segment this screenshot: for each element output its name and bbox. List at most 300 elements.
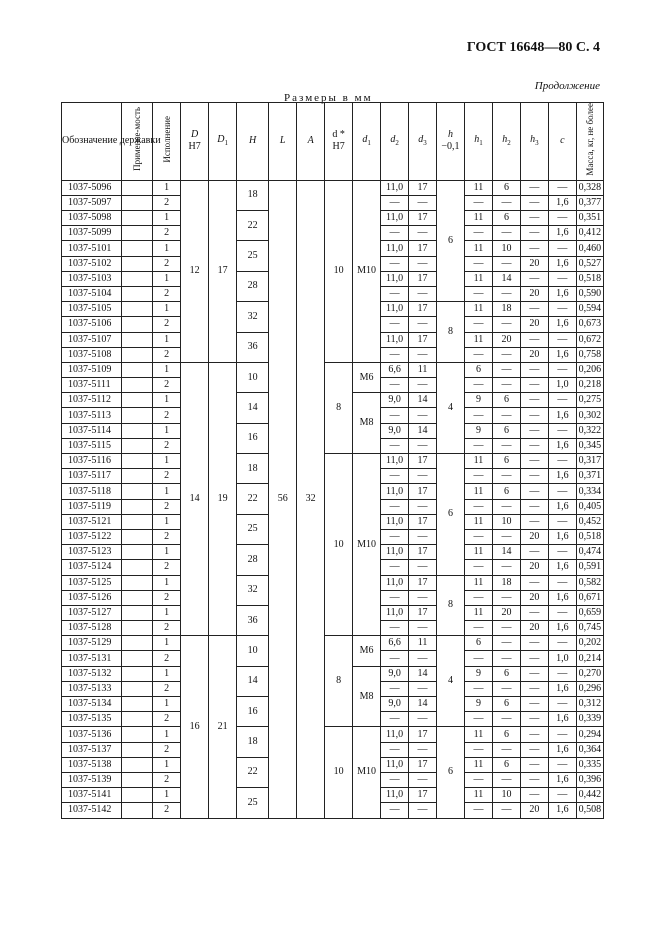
h3-value: 20 bbox=[520, 803, 548, 818]
holder-code: 1037-5132 bbox=[62, 666, 122, 681]
holder-code: 1037-5098 bbox=[62, 211, 122, 226]
d3-value: 17 bbox=[409, 454, 437, 469]
mass-value: 0,377 bbox=[576, 195, 603, 210]
version-cell: 1 bbox=[153, 666, 181, 681]
h2-value: 6 bbox=[492, 454, 520, 469]
H-value: 25 bbox=[237, 514, 269, 544]
d3-value: 17 bbox=[409, 332, 437, 347]
c-value: — bbox=[548, 605, 576, 620]
d3-value: — bbox=[409, 256, 437, 271]
d3-value: — bbox=[409, 378, 437, 393]
version-cell: 2 bbox=[153, 651, 181, 666]
d2-value: — bbox=[381, 195, 409, 210]
h2-value: 18 bbox=[492, 575, 520, 590]
h3-value: — bbox=[520, 499, 548, 514]
mass-value: 0,334 bbox=[576, 484, 603, 499]
c-value: 1,6 bbox=[548, 408, 576, 423]
h2-value: 18 bbox=[492, 302, 520, 317]
mass-value: 0,594 bbox=[576, 302, 603, 317]
H-value: 36 bbox=[237, 605, 269, 635]
mass-value: 0,351 bbox=[576, 211, 603, 226]
h2-value: — bbox=[492, 712, 520, 727]
h1-value: — bbox=[464, 590, 492, 605]
H-value: 18 bbox=[237, 727, 269, 757]
d2-value: — bbox=[381, 469, 409, 484]
h3-value: — bbox=[520, 681, 548, 696]
d3-value: — bbox=[409, 621, 437, 636]
applicability-cell bbox=[122, 757, 153, 772]
col-applicability: Применяе-мость bbox=[122, 103, 153, 181]
version-cell: 1 bbox=[153, 697, 181, 712]
h1-value: — bbox=[464, 317, 492, 332]
h3-value: 20 bbox=[520, 560, 548, 575]
h2-value: — bbox=[492, 772, 520, 787]
h2-value: — bbox=[492, 529, 520, 544]
mass-value: 0,671 bbox=[576, 590, 603, 605]
table-row bbox=[62, 362, 604, 377]
h1-value: 11 bbox=[464, 605, 492, 620]
version-cell: 2 bbox=[153, 712, 181, 727]
d3-value: 17 bbox=[409, 788, 437, 803]
c-value: — bbox=[548, 545, 576, 560]
holder-code: 1037-5103 bbox=[62, 271, 122, 286]
d1-value: M6 bbox=[353, 362, 381, 392]
h-value: 6 bbox=[437, 454, 465, 576]
d2-value: 9,0 bbox=[381, 423, 409, 438]
holder-code: 1037-5125 bbox=[62, 575, 122, 590]
h2-value: 20 bbox=[492, 332, 520, 347]
h1-value: — bbox=[464, 378, 492, 393]
mass-value: 0,673 bbox=[576, 317, 603, 332]
h1-value: — bbox=[464, 712, 492, 727]
H-value: 14 bbox=[237, 393, 269, 423]
h3-value: 20 bbox=[520, 317, 548, 332]
d2-value: 9,0 bbox=[381, 393, 409, 408]
holder-dimensions-table bbox=[61, 102, 604, 819]
d3-value: 17 bbox=[409, 545, 437, 560]
h-value: 4 bbox=[437, 636, 465, 727]
version-cell: 2 bbox=[153, 529, 181, 544]
H-value: 16 bbox=[237, 697, 269, 727]
mass-value: 0,218 bbox=[576, 378, 603, 393]
version-cell: 1 bbox=[153, 423, 181, 438]
version-cell: 2 bbox=[153, 347, 181, 362]
version-cell: 1 bbox=[153, 180, 181, 195]
table-row bbox=[62, 454, 604, 469]
holder-code: 1037-5108 bbox=[62, 347, 122, 362]
holder-code: 1037-5131 bbox=[62, 651, 122, 666]
h2-value: — bbox=[492, 742, 520, 757]
holder-code: 1037-5138 bbox=[62, 757, 122, 772]
applicability-cell bbox=[122, 712, 153, 727]
holder-code: 1037-5127 bbox=[62, 605, 122, 620]
col-c: c bbox=[548, 103, 576, 181]
d2-value: — bbox=[381, 499, 409, 514]
h1-value: — bbox=[464, 347, 492, 362]
h2-value: 6 bbox=[492, 423, 520, 438]
d3-value: — bbox=[409, 286, 437, 301]
h3-value: — bbox=[520, 651, 548, 666]
h1-value: — bbox=[464, 651, 492, 666]
col-h2: $h_2$ bbox=[492, 103, 520, 181]
d3-value: — bbox=[409, 681, 437, 696]
mass-value: 0,659 bbox=[576, 605, 603, 620]
mass-value: 0,317 bbox=[576, 454, 603, 469]
mass-value: 0,214 bbox=[576, 651, 603, 666]
holder-code: 1037-5104 bbox=[62, 286, 122, 301]
holder-code: 1037-5119 bbox=[62, 499, 122, 514]
applicability-cell bbox=[122, 727, 153, 742]
h1-value: 6 bbox=[464, 636, 492, 651]
H-value: 32 bbox=[237, 575, 269, 605]
mass-value: 0,590 bbox=[576, 286, 603, 301]
h2-value: — bbox=[492, 590, 520, 605]
version-cell: 1 bbox=[153, 514, 181, 529]
h2-value: — bbox=[492, 681, 520, 696]
c-value: — bbox=[548, 211, 576, 226]
D1-value: 19 bbox=[209, 362, 237, 635]
version-cell: 2 bbox=[153, 438, 181, 453]
h3-value: — bbox=[520, 195, 548, 210]
d1-value: M10 bbox=[353, 180, 381, 362]
d3-value: — bbox=[409, 560, 437, 575]
d3-value: 17 bbox=[409, 211, 437, 226]
applicability-cell bbox=[122, 788, 153, 803]
d2-value: — bbox=[381, 651, 409, 666]
col-D1: $D_1$ bbox=[209, 103, 237, 181]
d2-value: — bbox=[381, 529, 409, 544]
mass-value: 0,758 bbox=[576, 347, 603, 362]
h3-value: — bbox=[520, 788, 548, 803]
d2-value: — bbox=[381, 347, 409, 362]
h1-value: — bbox=[464, 560, 492, 575]
d3-value: — bbox=[409, 408, 437, 423]
H-value: 10 bbox=[237, 362, 269, 392]
d3-value: 17 bbox=[409, 727, 437, 742]
version-cell: 2 bbox=[153, 560, 181, 575]
h2-value: 14 bbox=[492, 545, 520, 560]
h3-value: — bbox=[520, 332, 548, 347]
d3-value: — bbox=[409, 590, 437, 605]
d-value: 10 bbox=[325, 180, 353, 362]
holder-code: 1037-5099 bbox=[62, 226, 122, 241]
header-row bbox=[62, 103, 604, 181]
h1-value: 11 bbox=[464, 180, 492, 195]
mass-value: 0,591 bbox=[576, 560, 603, 575]
d3-value: — bbox=[409, 712, 437, 727]
c-value: 1,6 bbox=[548, 226, 576, 241]
applicability-cell bbox=[122, 408, 153, 423]
version-cell: 2 bbox=[153, 256, 181, 271]
c-value: 1,6 bbox=[548, 590, 576, 605]
h1-value: — bbox=[464, 469, 492, 484]
mass-value: 0,371 bbox=[576, 469, 603, 484]
h2-value: 6 bbox=[492, 211, 520, 226]
h2-value: 10 bbox=[492, 514, 520, 529]
version-cell: 1 bbox=[153, 454, 181, 469]
h1-value: 11 bbox=[464, 302, 492, 317]
mass-value: 0,412 bbox=[576, 226, 603, 241]
d2-value: — bbox=[381, 438, 409, 453]
h1-value: 11 bbox=[464, 241, 492, 256]
c-value: 1,6 bbox=[548, 712, 576, 727]
h3-value: — bbox=[520, 271, 548, 286]
mass-value: 0,294 bbox=[576, 727, 603, 742]
D-value: 14 bbox=[181, 362, 209, 635]
c-value: 1,6 bbox=[548, 317, 576, 332]
h2-value: — bbox=[492, 195, 520, 210]
d3-value: — bbox=[409, 803, 437, 818]
col-d2: $d_2$ bbox=[381, 103, 409, 181]
d3-value: 17 bbox=[409, 180, 437, 195]
d1-value: M6 bbox=[353, 636, 381, 666]
d3-value: 14 bbox=[409, 423, 437, 438]
h-value: 4 bbox=[437, 362, 465, 453]
c-value: — bbox=[548, 180, 576, 195]
mass-value: 0,508 bbox=[576, 803, 603, 818]
h2-value: — bbox=[492, 803, 520, 818]
h3-value: 20 bbox=[520, 621, 548, 636]
c-value: 1,6 bbox=[548, 621, 576, 636]
h2-value: — bbox=[492, 651, 520, 666]
h1-value: — bbox=[464, 438, 492, 453]
c-value: — bbox=[548, 332, 576, 347]
H-value: 22 bbox=[237, 757, 269, 787]
h2-value: — bbox=[492, 438, 520, 453]
h2-value: — bbox=[492, 362, 520, 377]
d2-value: 11,0 bbox=[381, 180, 409, 195]
holder-code: 1037-5134 bbox=[62, 697, 122, 712]
h1-value: — bbox=[464, 681, 492, 696]
h3-value: — bbox=[520, 514, 548, 529]
c-value: — bbox=[548, 575, 576, 590]
applicability-cell bbox=[122, 393, 153, 408]
h3-value: — bbox=[520, 666, 548, 681]
applicability-cell bbox=[122, 514, 153, 529]
h2-value: 6 bbox=[492, 484, 520, 499]
col-d: d * H7 bbox=[325, 103, 353, 181]
h1-value: — bbox=[464, 195, 492, 210]
h1-value: 11 bbox=[464, 211, 492, 226]
c-value: — bbox=[548, 697, 576, 712]
dimensions-label: Размеры в мм bbox=[284, 92, 373, 104]
table-row bbox=[62, 727, 604, 742]
c-value: 1,6 bbox=[548, 347, 576, 362]
c-value: 1,0 bbox=[548, 651, 576, 666]
applicability-cell bbox=[122, 484, 153, 499]
d2-value: — bbox=[381, 590, 409, 605]
d2-value: 11,0 bbox=[381, 545, 409, 560]
version-cell: 2 bbox=[153, 621, 181, 636]
d3-value: — bbox=[409, 347, 437, 362]
version-cell: 2 bbox=[153, 286, 181, 301]
applicability-cell bbox=[122, 529, 153, 544]
h1-value: 11 bbox=[464, 575, 492, 590]
h-value: 6 bbox=[437, 727, 465, 818]
applicability-cell bbox=[122, 590, 153, 605]
d2-value: 11,0 bbox=[381, 484, 409, 499]
holder-code: 1037-5109 bbox=[62, 362, 122, 377]
applicability-cell bbox=[122, 545, 153, 560]
d2-value: 6,6 bbox=[381, 636, 409, 651]
col-h: h −0,1 bbox=[437, 103, 465, 181]
h3-value: — bbox=[520, 180, 548, 195]
version-cell: 1 bbox=[153, 727, 181, 742]
c-value: 1,6 bbox=[548, 438, 576, 453]
mass-value: 0,582 bbox=[576, 575, 603, 590]
h1-value: 11 bbox=[464, 454, 492, 469]
applicability-cell bbox=[122, 575, 153, 590]
h2-value: 6 bbox=[492, 666, 520, 681]
applicability-cell bbox=[122, 302, 153, 317]
version-cell: 1 bbox=[153, 788, 181, 803]
c-value: — bbox=[548, 302, 576, 317]
holder-code: 1037-5106 bbox=[62, 317, 122, 332]
applicability-cell bbox=[122, 438, 153, 453]
c-value: — bbox=[548, 271, 576, 286]
applicability-cell bbox=[122, 423, 153, 438]
h1-value: 11 bbox=[464, 484, 492, 499]
d2-value: — bbox=[381, 681, 409, 696]
c-value: — bbox=[548, 423, 576, 438]
version-cell: 1 bbox=[153, 757, 181, 772]
d2-value: — bbox=[381, 712, 409, 727]
col-A: A bbox=[297, 103, 325, 181]
version-cell: 2 bbox=[153, 772, 181, 787]
holder-code: 1037-5117 bbox=[62, 469, 122, 484]
holder-code: 1037-5142 bbox=[62, 803, 122, 818]
c-value: — bbox=[548, 362, 576, 377]
h2-value: 6 bbox=[492, 393, 520, 408]
version-cell: 2 bbox=[153, 195, 181, 210]
version-cell: 1 bbox=[153, 575, 181, 590]
h1-value: 11 bbox=[464, 545, 492, 560]
applicability-cell bbox=[122, 605, 153, 620]
h2-value: 10 bbox=[492, 241, 520, 256]
h3-value: — bbox=[520, 211, 548, 226]
h3-value: — bbox=[520, 408, 548, 423]
h3-value: 20 bbox=[520, 529, 548, 544]
applicability-cell bbox=[122, 560, 153, 575]
c-value: — bbox=[548, 514, 576, 529]
d3-value: — bbox=[409, 438, 437, 453]
d3-value: — bbox=[409, 195, 437, 210]
c-value: — bbox=[548, 757, 576, 772]
applicability-cell bbox=[122, 286, 153, 301]
holder-code: 1037-5128 bbox=[62, 621, 122, 636]
H-value: 10 bbox=[237, 636, 269, 666]
applicability-cell bbox=[122, 195, 153, 210]
version-cell: 1 bbox=[153, 302, 181, 317]
c-value: — bbox=[548, 636, 576, 651]
holder-code: 1037-5113 bbox=[62, 408, 122, 423]
mass-value: 0,518 bbox=[576, 271, 603, 286]
H-value: 25 bbox=[237, 241, 269, 271]
D-value: 12 bbox=[181, 180, 209, 362]
h1-value: 11 bbox=[464, 514, 492, 529]
holder-code: 1037-5137 bbox=[62, 742, 122, 757]
h2-value: 10 bbox=[492, 788, 520, 803]
c-value: 1,6 bbox=[548, 286, 576, 301]
H-value: 32 bbox=[237, 302, 269, 332]
holder-code: 1037-5097 bbox=[62, 195, 122, 210]
d2-value: 6,6 bbox=[381, 362, 409, 377]
h1-value: — bbox=[464, 621, 492, 636]
H-value: 25 bbox=[237, 788, 269, 818]
version-cell: 1 bbox=[153, 362, 181, 377]
H-value: 22 bbox=[237, 211, 269, 241]
d-value: 8 bbox=[325, 362, 353, 453]
h3-value: — bbox=[520, 302, 548, 317]
c-value: 1,6 bbox=[548, 529, 576, 544]
holder-code: 1037-5107 bbox=[62, 332, 122, 347]
mass-value: 0,345 bbox=[576, 438, 603, 453]
d3-value: 17 bbox=[409, 757, 437, 772]
applicability-cell bbox=[122, 621, 153, 636]
d2-value: 11,0 bbox=[381, 575, 409, 590]
version-cell: 2 bbox=[153, 378, 181, 393]
h1-value: 11 bbox=[464, 788, 492, 803]
mass-value: 0,206 bbox=[576, 362, 603, 377]
h3-value: 20 bbox=[520, 347, 548, 362]
h3-value: 20 bbox=[520, 256, 548, 271]
version-cell: 1 bbox=[153, 484, 181, 499]
mass-value: 0,322 bbox=[576, 423, 603, 438]
H-value: 36 bbox=[237, 332, 269, 362]
d2-value: 9,0 bbox=[381, 666, 409, 681]
h-value: 8 bbox=[437, 575, 465, 636]
holder-code: 1037-5111 bbox=[62, 378, 122, 393]
h1-value: — bbox=[464, 286, 492, 301]
applicability-cell bbox=[122, 332, 153, 347]
mass-value: 0,745 bbox=[576, 621, 603, 636]
d3-value: — bbox=[409, 499, 437, 514]
h2-value: 14 bbox=[492, 271, 520, 286]
holder-code: 1037-5129 bbox=[62, 636, 122, 651]
d3-value: 17 bbox=[409, 575, 437, 590]
h1-value: 11 bbox=[464, 727, 492, 742]
mass-value: 0,270 bbox=[576, 666, 603, 681]
version-cell: 2 bbox=[153, 742, 181, 757]
d1-value: M8 bbox=[353, 666, 381, 727]
d2-value: — bbox=[381, 772, 409, 787]
h-value: 6 bbox=[437, 180, 465, 302]
holder-code: 1037-5139 bbox=[62, 772, 122, 787]
document-header: ГОСТ 16648—80 С. 4 bbox=[466, 40, 600, 55]
d3-value: — bbox=[409, 226, 437, 241]
h3-value: — bbox=[520, 378, 548, 393]
d3-value: 17 bbox=[409, 241, 437, 256]
holder-code: 1037-5116 bbox=[62, 454, 122, 469]
d3-value: 17 bbox=[409, 302, 437, 317]
h-value: 8 bbox=[437, 302, 465, 363]
h2-value: — bbox=[492, 621, 520, 636]
applicability-cell bbox=[122, 681, 153, 696]
d2-value: 11,0 bbox=[381, 211, 409, 226]
c-value: 1,6 bbox=[548, 499, 576, 514]
h1-value: 11 bbox=[464, 271, 492, 286]
D1-value: 21 bbox=[209, 636, 237, 818]
holder-code: 1037-5105 bbox=[62, 302, 122, 317]
h1-value: — bbox=[464, 256, 492, 271]
mass-value: 0,202 bbox=[576, 636, 603, 651]
version-cell: 1 bbox=[153, 605, 181, 620]
holder-code: 1037-5133 bbox=[62, 681, 122, 696]
d-value: 10 bbox=[325, 454, 353, 636]
holder-code: 1037-5101 bbox=[62, 241, 122, 256]
c-value: 1,6 bbox=[548, 742, 576, 757]
c-value: 1,0 bbox=[548, 378, 576, 393]
